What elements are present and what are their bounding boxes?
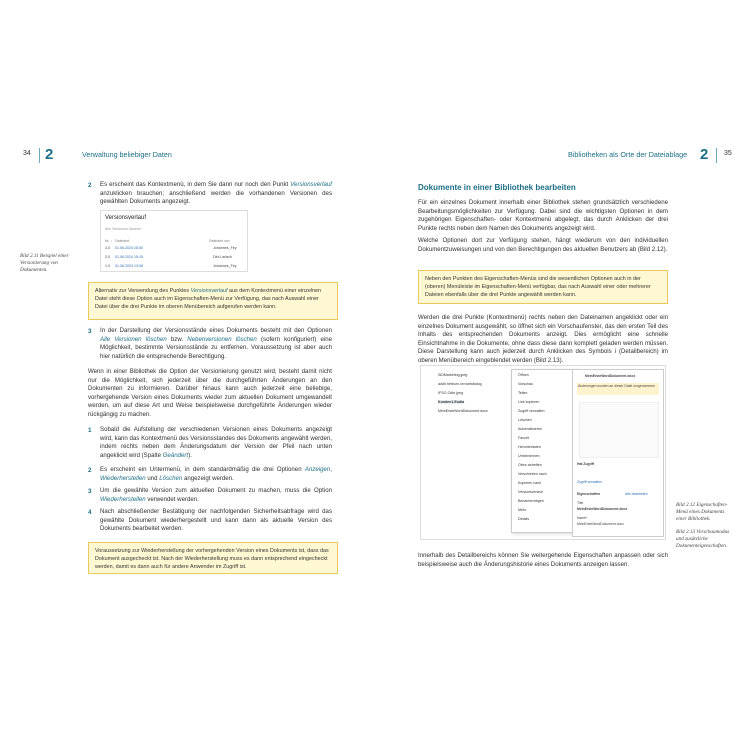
col-no: Nr. ↓ [105,239,112,243]
row-date: 01.06.2024 15:15 [115,255,143,259]
header-divider-left [39,148,40,163]
chapter-number-right: 2 [700,146,709,163]
step-number: 4 [88,509,92,516]
row-no: 3.0 [105,246,110,250]
row-date: 01.06.2024 15:50 [115,246,143,250]
menu-item: Oben anheften [518,463,542,467]
panel-name-label: Titel [577,501,584,505]
header-divider-right [716,148,717,163]
paragraph: Innerhalb des Detailbereichs können Sie weitergehende Eigenschaften anpassen oder sich beispielsweise auch die Änderungshistorie eines Dokuments anzeigen lassen. [418,552,668,568]
link-versionsverlauf: Versionsverlauf [290,181,332,188]
menu-item: Herunterladen [518,445,541,449]
note-box: Voraussetzung zur Wiederherstellung der vorhergehenden Version eines Dokuments ist, dass das Dokument ausgecheckt ist. Nach der Wiederherstellung muss es dann entsprechend eingecheckt werden, damit es dann auch für andere Anwender im Zugriff ist. [88,542,338,574]
panel-access: Hat Zugriff [577,462,595,466]
menu-item: Versionsverlauf [518,490,543,494]
menu-item: Automatisieren [518,427,542,431]
paragraph: Welche Optionen dort zur Verfügung stehen, hängt wiederum von den individuellen Dokumentzuweisungen und von den Berechtigungen des aktuellen Benutzers ab (Bild 2.12). [418,237,668,253]
panel-title: MeinErsteWordDokument.docx [585,374,636,378]
substep3-text: Um die gewählte Version zum aktuellen Dokument zu machen, muss die Option Wiederherstellen verwendet werden. [100,487,332,503]
row-by: Johannes_Fey [213,264,237,268]
step2-text: Es erscheint das Kontextmenü, in dem Sie dann nur noch den Punkt Versionsverlauf anzuklicken brauchen; anschließend werden die vorhandenen Versionen des gewählten Dokuments angezeigt. [100,181,332,206]
page-number-right: 35 [724,150,732,157]
panel-name: MeinErsteWordDokument.docx [577,507,628,511]
version-history-title: Versionsverlauf [105,215,147,221]
panel-name-value-2: MeinErsteWordDokument.docx [577,522,624,526]
substep2-text: Es erscheint ein Untermenü, in dem standardmäßig die drei Optionen Anzeigen, Wiederherstellen und Löschen angezeigt werden. [100,466,332,482]
paragraph: Werden die drei Punkte (Kontextmenü) rechts neben den Dateinamen angeklickt oder ein einzelnes Dokument ausgewählt, so öffnet sich ein Vorschaufenster, das den ersten Teil des Inhalts des entsprechenden Dokuments anzeigt. Dies ermöglicht eine schnelle Einsichtnahme in die Dokumente, ohne dass diese dann komplett geladen werden müssen. Diese Darstellung kann auch jederzeit durch Anklicken des Symbols i (Detailbereich) im oberen Menübereich eingeblendet werden (Bild 2.13). [418,314,668,364]
chapter-title-left: Verwaltung beliebiger Daten [82,150,172,159]
step-number: 2 [88,182,92,189]
panel-name-label-2: Name* [577,516,588,520]
col-modified: Geändert [115,239,130,243]
menu-item: Löschen [518,418,532,422]
menu-item: Teilen [518,391,528,395]
row-no: 2.0 [105,255,110,259]
caption-bild-2-11: Bild 2.11 Beispiel einer Versionierung von Dokumenten. [20,253,69,273]
document-preview [579,402,659,458]
substep4-text: Nach abschließender Bestätigung der nachfolgenden Sicherheitsabfrage wird das gewählte Dokument wiederhergestellt und kann dann als aktuelle Version des Dokuments bearbeitet werden. [100,508,332,533]
paragraph: Für ein einzelnes Dokument innerhalb einer Bibliothek stehen grundsätzlich verschiedene Bearbeitungsmöglichkeiten zur Verfügung. Dabei sind die wichtigsten Optionen in dem zugehörigen Eigenschaften- oder Kontextmenü abgelegt, das durch Anklicken der drei Punkte rechts neben dem Namen des Dokuments angezeigt wird. [418,199,668,232]
step3-text: In der Darstellung der Versionsstände eines Dokuments besteht mit den Optionen Alle Versionen löschen bzw. Nebenversionen löschen (sofern konfiguriert) eine Möglichkeit, bestimmte Versionsstände zu entfernen. Voraussetzung ist aber auch hier natürlich die entsprechende Berechtigung. [100,327,332,360]
menu-item: Verschieben nach [518,472,547,476]
menu-item: Link kopieren [518,400,540,404]
version-history-screenshot [100,210,248,272]
menu-item: Benachrichtigen [518,499,544,503]
row-date: 01.06.2024 13:08 [115,264,143,268]
note-box: Neben den Punkten des Eigenschaften-Menüs sind die wesentlichen Optionen auch in der (oberen) Menüleiste im Eigenschaften-Menü verfügbar, das nach Auswahl einer oder mehrerer Dateien ebenfalls über die drei Punkte angewählt werden kann. [418,270,668,304]
menu-item: Zugriff verwalten [518,409,545,413]
row-by: Dirk Larisch [213,255,232,259]
menu-item: Vorschau [518,382,533,386]
panel-properties: Eigenschaften [577,492,601,496]
file-item-selected: Kunden1.Eudia [438,400,465,404]
file-item: IFSO-Odie.jpeg [438,391,463,395]
panel-edit-all: Alle bearbeiten [625,492,648,496]
step-number: 2 [88,467,92,474]
caption-bild-2-13: Bild 2.13 Vorschaumodus und zusätzliche Dokumenteigenschaften. [676,529,730,549]
file-item: addit netbum.nrv.webdialog [438,382,482,386]
menu-item: Details [518,517,529,521]
step-number: 1 [88,427,92,434]
col-modified-by: Geändert von [209,239,230,243]
chapter-number-left: 2 [45,146,54,163]
chapter-title-right: Bibliotheken als Orte der Dateiablage [568,150,688,159]
step-number: 3 [88,328,92,335]
substep1-text: Sobald die Aufstellung der verschiedenen Versionen eines Dokuments angezeigt wird, kann das Kontextmenü des Versionsstandes des Dokuments angewählt werden, indem rechts neben dem Änderungsdatum der Version der Pfeil nach unten angeklickt wird (Spalte Geändert). [100,426,332,459]
menu-item: Kopieren nach [518,481,542,485]
details-panel [572,369,664,537]
section-title: Dokumente in einer Bibliothek bearbeiten [418,183,576,192]
row-by: Johannes_Fey [213,246,237,250]
panel-warning: Änderungen wurden an dieser Datei vorgenommen [577,383,659,395]
menu-item: Mehr [518,508,527,512]
paragraph-restore: Wenn in einer Bibliothek die Option der Versionierung genutzt wird, besteht damit nicht nur die Möglichkeit, sich jederzeit über die durchgeführten Änderungen an den Dokumenten zu informieren. Darüber hinaus kann auch jederzeit eine beliebige, vorhergehende Version eines Dokuments wieder zum aktuellen Dokument umgewandelt werden, um auf diese Art und Weise beispielsweise durchgeführte Änderungen wieder rückgängig zu machen. [88,368,332,418]
row-no: 1.0 [105,264,110,268]
panel-manage-access: Zugriff verwalten [577,480,603,484]
menu-item: Umbenennen [518,454,540,458]
caption-bild-2-12: Bild 2.12 Eigenschaften-Menü eines Dokuments einer Bibliothek. [676,502,728,522]
note-box: Alternativ zur Verwendung des Punktes Versionsverlauf aus dem Kontextmenü einer einzelnen Datei steht diese Option auch im Eigenschaften-Menü zur Verfügung, das nach Auswahl einer Datei über die drei Punkte im oberen Menübereich aufgerufen werden kann. [88,282,338,320]
page-number-left: 34 [23,150,31,157]
step-number: 3 [88,488,92,495]
menu-item: Favorit [518,436,529,440]
file-item: SiDMarketing.jpeg [438,373,468,377]
file-item: MeinErsteWordDokument.docx [438,409,488,413]
version-history-delete-all: Alle Versionen löschen [105,227,142,231]
menu-item: Öffnen [518,373,529,377]
